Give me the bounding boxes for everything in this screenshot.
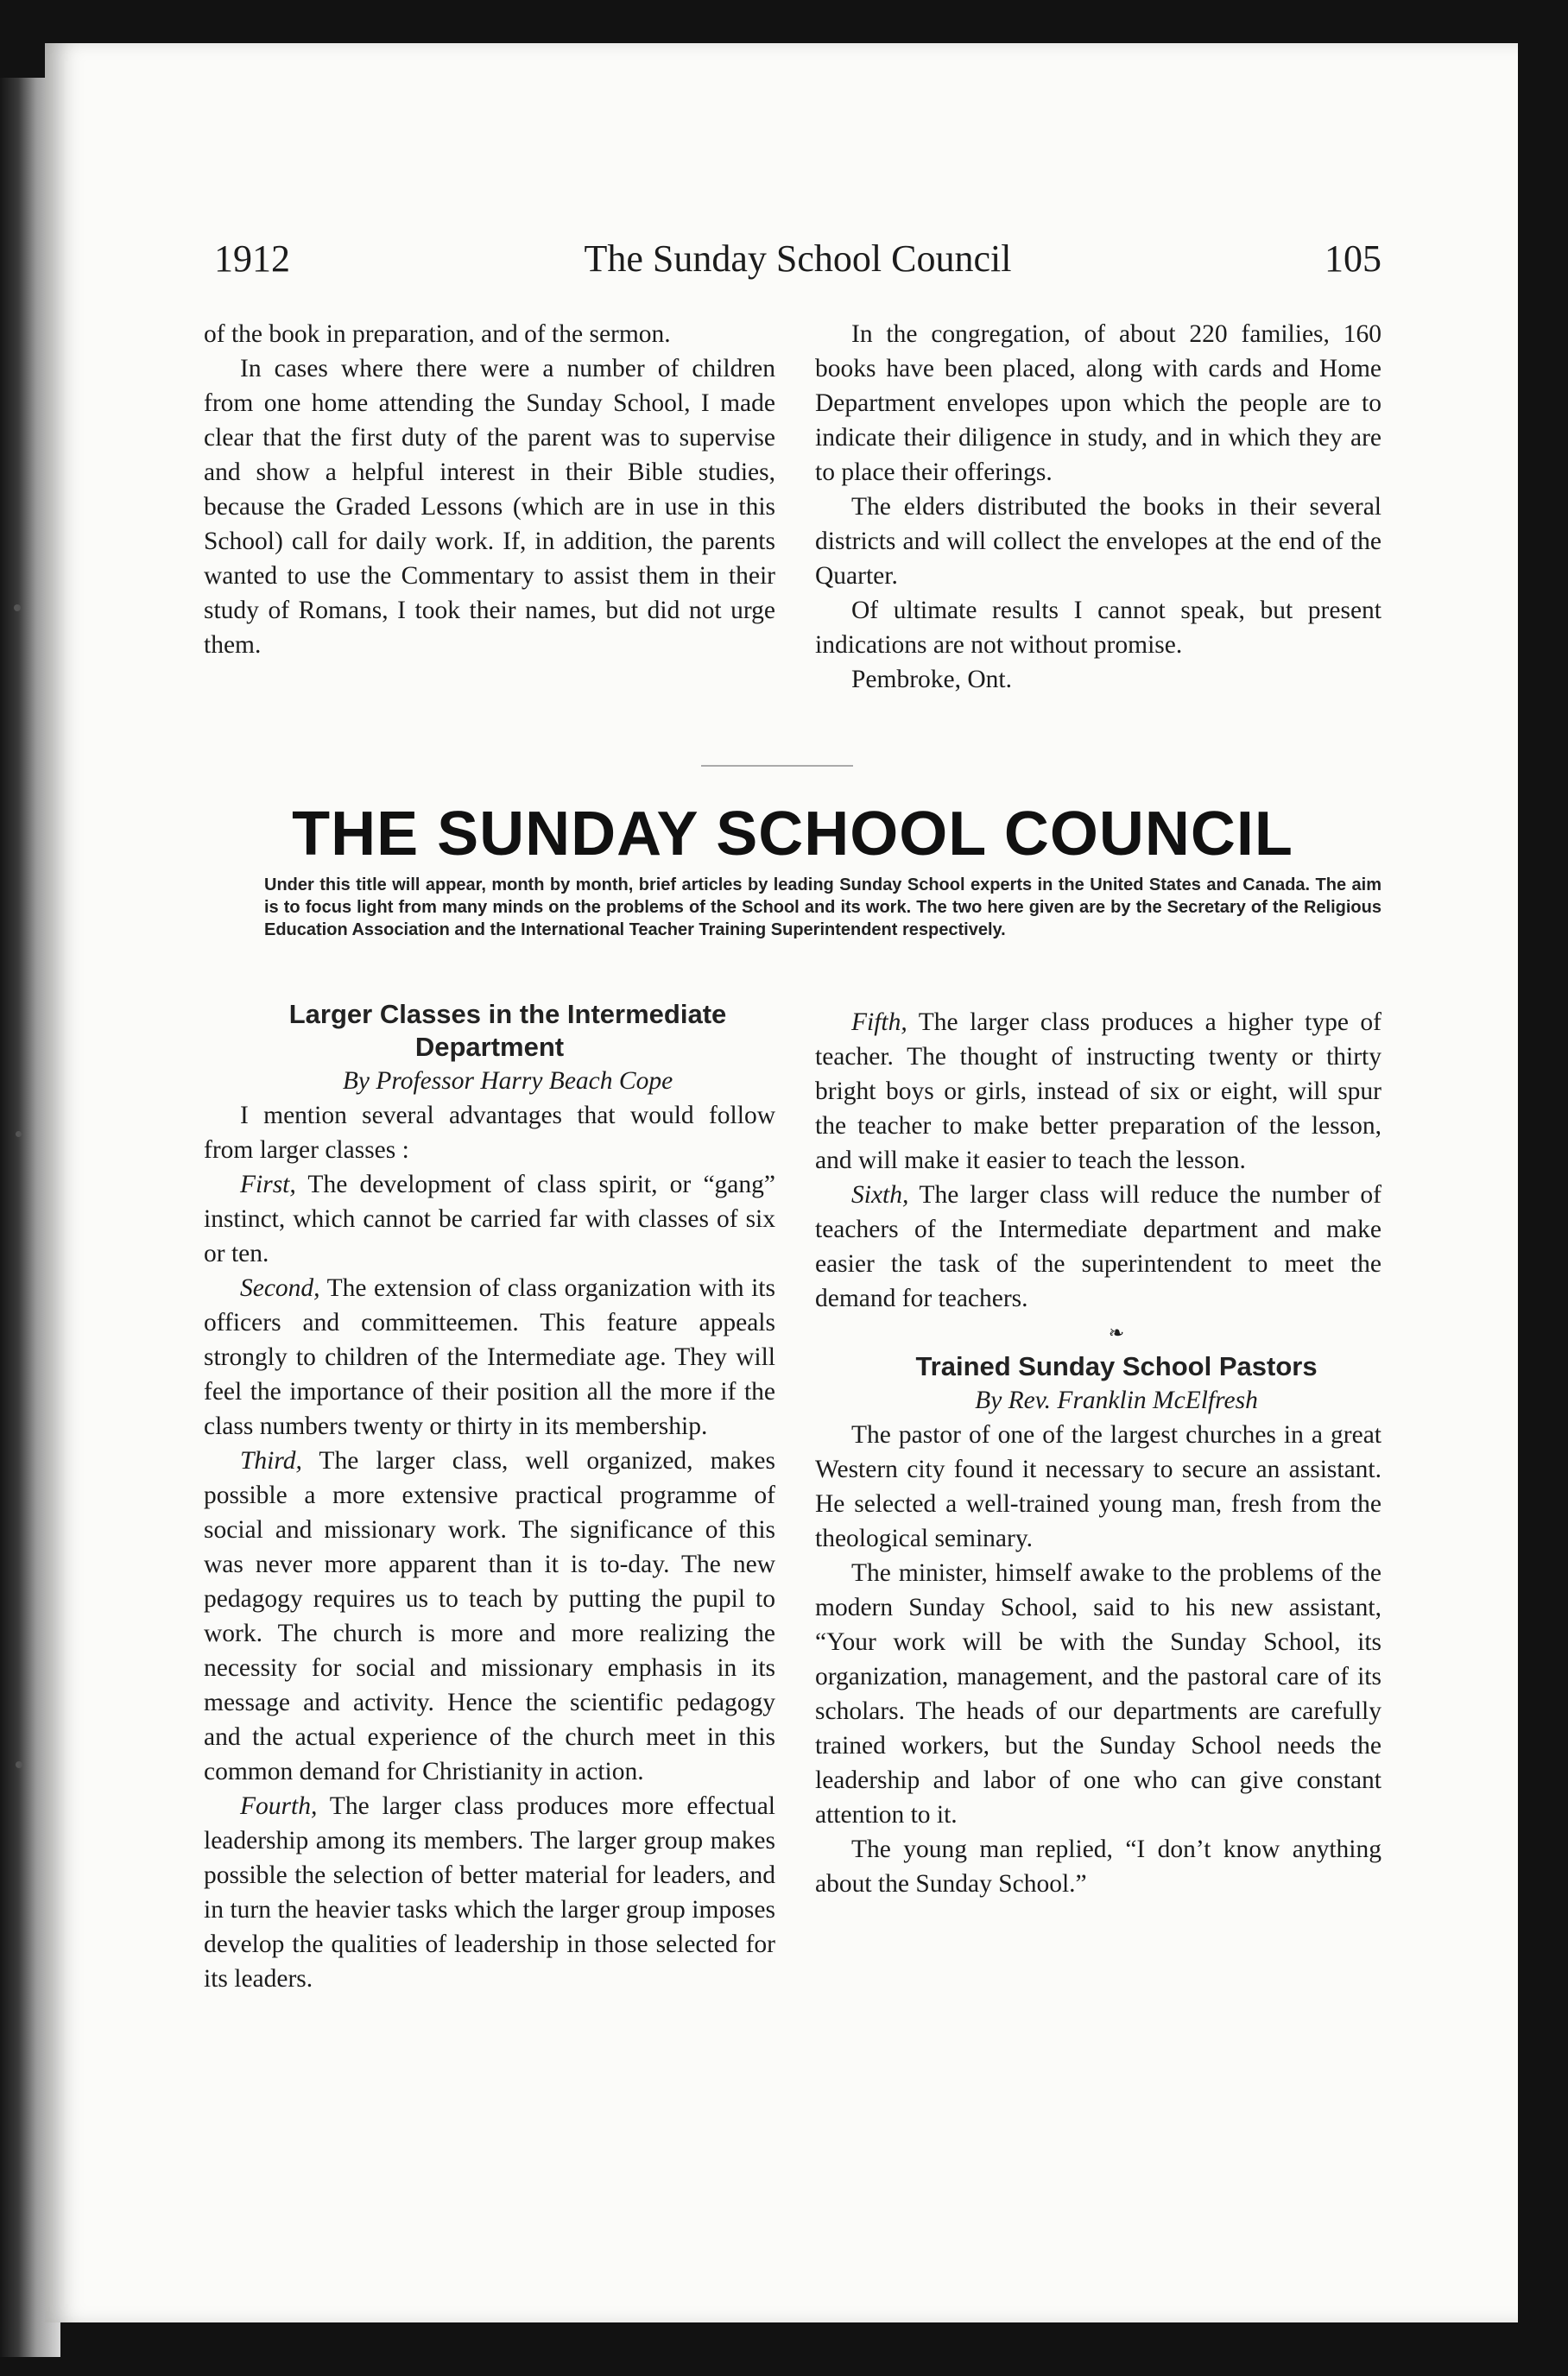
point-first	[204, 1167, 775, 1271]
point-third	[204, 1444, 775, 1789]
paragraph: Of ultimate results I cannot speak, but present indications are not without promise.	[815, 597, 1381, 659]
point-lead: Third,	[240, 1447, 302, 1475]
article1-intro: I mention several advantages that would follow from larger classes :	[204, 1102, 775, 1164]
continued-article-left-column	[204, 317, 775, 662]
section-intro: Under this title will appear, month by month, brief articles by leading Sunday School experts in the United States and Canada. The aim is to focus light from many minds on the problems of the School and its work. The two here given are by the Secretary of the Religious Education Association and the International Teacher Training Superintendent respectively.	[264, 875, 1381, 939]
divider	[701, 765, 853, 767]
article1-right-column	[815, 1005, 1381, 1901]
point-lead: Fourth,	[240, 1792, 318, 1820]
page-number: 105	[1325, 237, 1381, 280]
article1-left-column	[204, 998, 775, 1996]
article1-byline: By Professor Harry Beach Cope	[342, 1067, 673, 1095]
article1-title: Larger Classes in the Intermediate Department	[288, 999, 727, 1062]
ornament-icon: ❧	[1108, 1322, 1125, 1343]
paragraph: The pastor of one of the largest churches in a great Western city found it necessary to secure an assistant. He selected a well-trained young man, fresh from the theological seminary.	[815, 1421, 1381, 1552]
running-header	[214, 233, 1381, 285]
article2-byline: By Rev. Franklin McElfresh	[975, 1387, 1258, 1414]
point-sixth	[815, 1178, 1381, 1316]
section-title: THE SUNDAY SCHOOL COUNCIL	[292, 799, 1293, 869]
point-lead: Second,	[240, 1274, 320, 1302]
paragraph: The young man replied, “I don’t know anything about the Sunday School.”	[815, 1836, 1381, 1898]
point-lead: Fifth,	[851, 1008, 907, 1036]
point-fourth	[204, 1789, 775, 1996]
signoff: Pembroke, Ont.	[851, 666, 1012, 693]
article2-title: Trained Sunday School Pastors	[915, 1351, 1318, 1381]
point-text: The larger class, well organized, makes possible a more extensive practical programme of social and missionary work. The significance of this was never more apparent than it is to-day. The new pedagogy requires us to teach by putting the pupil to work. The church is more and more realizing the necessity for social and missionary emphasis in its message and activity. Hence the scientific pedagogy and the actual experience of the church meet in this common demand for Christianity in action.	[204, 1447, 775, 1785]
point-text: The larger class produces more effectual leadership among its members. The larger group makes possible the selection of better material for leaders, and in turn the heavier tasks which the larger group imposes develop the qualities of leadership in those selected for its leaders.	[204, 1792, 775, 1993]
point-second	[204, 1271, 775, 1444]
paragraph: In the congregation, of about 220 families, 160 books have been placed, along with cards and Home Department envelopes upon which the people are to indicate their diligence in study, and in which they are to place their offerings.	[815, 320, 1381, 486]
point-text: The development of class spirit, or “gang” instinct, which cannot be carried far with classes of six or ten.	[204, 1171, 775, 1267]
scan-speck	[16, 1761, 22, 1768]
paragraph: The elders distributed the books in their several districts and will collect the envelopes at the end of the Quarter.	[815, 493, 1381, 590]
scan-speck	[16, 1131, 22, 1137]
paragraph: The minister, himself awake to the problems of the modern Sunday School, said to his new assistant, “Your work will be with the Sunday School, its organization, management, and the pastoral care of its scholars. The heads of our departments are carefully trained workers, but the Sunday School needs the leadership and labor of one who can give constant attention to it.	[815, 1559, 1381, 1829]
point-text: The larger class produces a higher type of teacher. The thought of instructing twenty or thirty bright boys or girls, instead of six or eight, will spur the teacher to make better preparation of the lesson, and will make it easier to teach the lesson.	[815, 1008, 1381, 1174]
point-lead: Sixth,	[851, 1181, 909, 1209]
point-lead: First,	[240, 1171, 296, 1198]
point-text: The larger class will reduce the number of teachers of the Intermediate department and make easier the task of the superintendent to meet the demand for teachers.	[815, 1181, 1381, 1312]
point-fifth	[815, 1005, 1381, 1178]
paragraph: of the book in preparation, and of the sermon.	[204, 320, 671, 348]
scan-speck	[14, 604, 21, 611]
header-year: 1912	[214, 237, 290, 280]
continued-article-right-column	[815, 317, 1381, 697]
header-title: The Sunday School Council	[584, 237, 1012, 280]
point-text: The extension of class organization with its officers and committeemen. This feature appeals strongly to children of the Intermediate age. They will feel the importance of their position all the more if the class numbers twenty or thirty in its membership.	[204, 1274, 775, 1440]
paragraph: In cases where there were a number of children from one home attending the Sunday School, I made clear that the first duty of the parent was to supervise and show a helpful interest in their Bible studies, because the Graded Lessons (which are in use in this School) call for daily work. If, in addition, the parents wanted to use the Commentary to assist them in their study of Romans, I took their names, but did not urge them.	[204, 355, 775, 659]
